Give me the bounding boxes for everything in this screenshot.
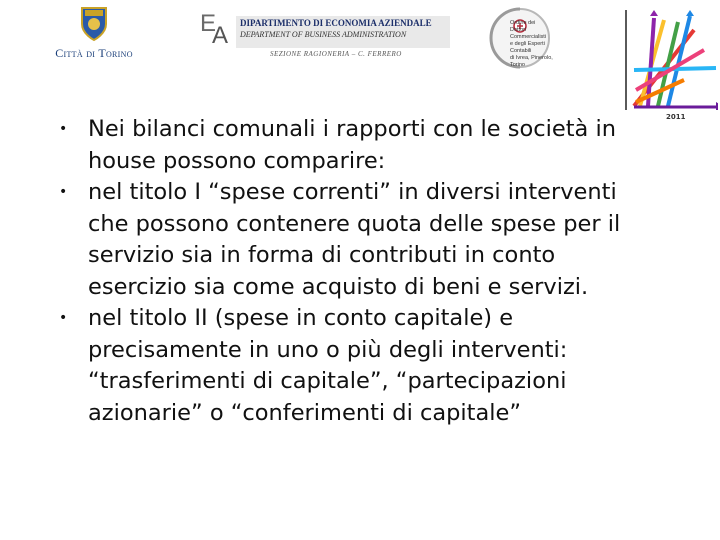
odcec-text — [510, 20, 562, 69]
bullet-marker: • — [59, 121, 68, 137]
odcec-logo — [488, 6, 552, 70]
bullet-item — [52, 303, 652, 429]
event-year: 2011 — [666, 113, 686, 121]
bullet-text: nel titolo II (spese in conto capitale) e precisamente in uno o più degli interventi: “trasferimenti di capitale”, “partecipazioni azionarie” o “conferimenti di capitale” — [88, 305, 568, 426]
bullet-marker: • — [59, 184, 68, 200]
ea-banner — [236, 16, 450, 48]
ea-mark-a: A — [212, 22, 229, 49]
bullet-item — [52, 177, 652, 303]
event-2011-logo — [624, 10, 718, 130]
ea-mark-e: E — [200, 10, 217, 37]
torino-crest-icon — [74, 4, 114, 44]
bullet-list — [52, 114, 652, 429]
bullet-marker: • — [59, 310, 68, 326]
odcec-line: Dottori Commercialisti — [510, 27, 547, 40]
bullet-item — [52, 114, 652, 177]
ea-subtitle: DEPARTMENT OF BUSINESS ADMINISTRATION — [240, 30, 407, 39]
ea-department-logo — [196, 12, 456, 52]
odcec-line: e degli Esperti Contabili — [510, 41, 545, 54]
ea-section-label: SEZIONE RAGIONERIA – C. FERRERO — [270, 50, 402, 58]
bullet-text: Nei bilanci comunali i rapporti con le società in house possono comparire: — [88, 116, 616, 174]
bullet-text: nel titolo I “spese correnti” in diversi interventi che possono contenere quota delle spese per il servizio sia in forma di contributi in conto esercizio sia come acquisto di beni e servizi. — [88, 179, 621, 300]
ea-mark — [196, 12, 232, 48]
colored-arrows-icon — [624, 10, 718, 110]
odcec-line: di Ivrea, Pinerolo, Torino — [510, 55, 553, 68]
ea-title: DIPARTIMENTO DI ECONOMIA AZIENDALE — [240, 18, 432, 28]
citta-di-torino-logo — [46, 4, 142, 64]
odcec-line: Ordine dei — [510, 20, 536, 26]
torino-logo-label: Città di Torino — [55, 46, 133, 60]
slide-header — [0, 0, 720, 130]
